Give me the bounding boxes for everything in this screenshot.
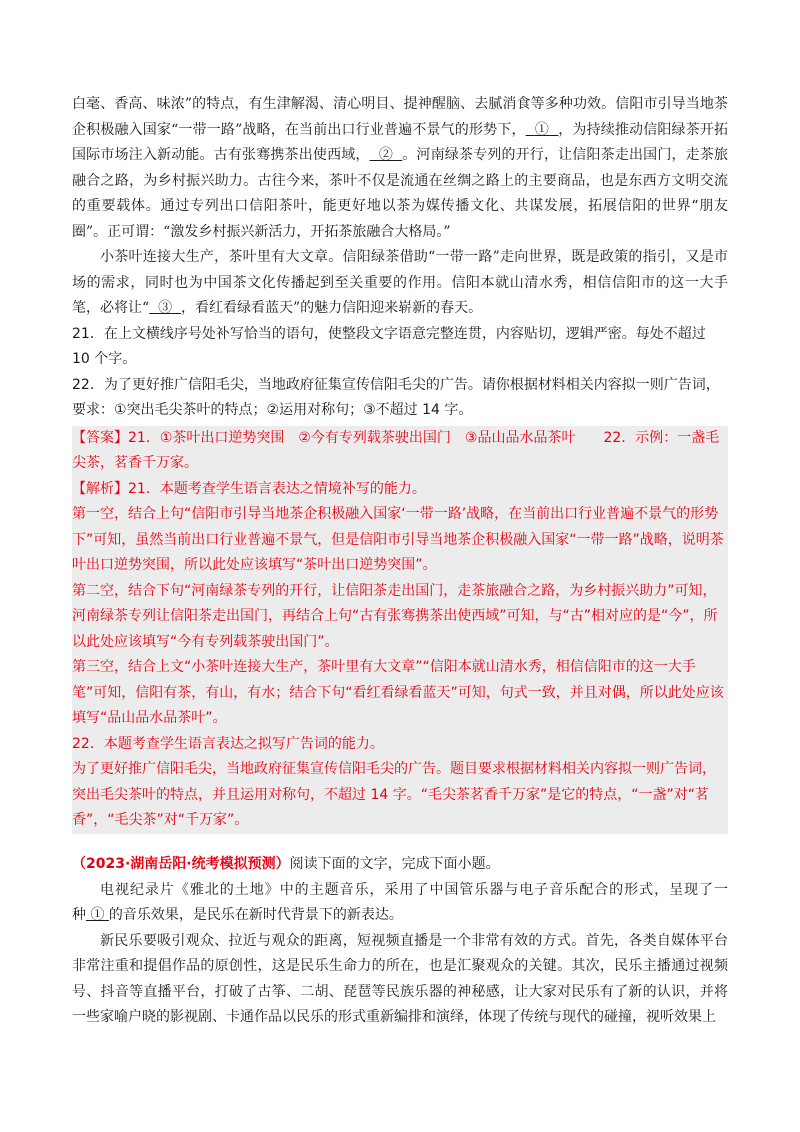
passage-paragraph-2	[72, 245, 728, 322]
section-header	[72, 852, 728, 878]
blank-1: ①	[534, 121, 550, 138]
analysis-blank-3: 第三空，结合上文“小茶叶连接大生产，茶叶里有大文章”“信阳本就山清水秀，相信信阳市的这一大手笔”可知，信阳有茶，有山，有水；结合下句“看红看绿看蓝天”可知，句式一致，并且对偶，所以此处应该填写“品山品水品茶叶”。	[72, 659, 724, 726]
answer-line: 【答案】21．①茶叶出口逆势突围 ②今有专列载茶驶出国门 ③品山品水品茶叶 22．示例：一盏毛尖茶，茗香千万家。	[72, 429, 720, 471]
text-run: 。河南绿茶专列的开行，让信阳茶走出国门，走茶旅融合之路，为乡村振兴助力。古往今来，茶叶不仅是流通在丝绸之路上的主要商品，也是东西方文明交流的重要载体。通过专列出口信阳茶叶，能更好地以茶为媒传播文化、共谋发展，拓展信阳的世界“朋友圈”。正可谓：“激发乡村振兴新活力，开拓茶旅融合大格局。”	[72, 147, 729, 240]
analysis-heading: 【解析】21．本题考查学生语言表达之情境补写的能力。	[72, 480, 426, 497]
text-run: 小茶叶连接大生产，茶叶里有大文章。信阳绿茶借助“一带一路”走向世界，既是政策的指引，又是市场的需求，同时也为中国茶文化传播起到至关重要的作用。信阳本就山清水秀，相信信阳市的这一大手笔，必将让“	[72, 249, 728, 316]
text-run: ，看红看绿看蓝天”的魅力信阳迎来崭新的春天。	[180, 300, 483, 316]
section2-paragraph-2: 新民乐要吸引观众、拉近与观众的距离，短视频直播是一个非常有效的方式。首先，各类自媒体平台非常注重和提倡作品的原创性，这是民乐生命力的所在，也是汇聚观众的关键。其次，民乐主播通过视频号、抖音等直播平台，打破了古筝、二胡、琵琶等民族乐器的神秘感，让大家对民乐有了新的认识，并将一些家喻户晓的影视剧、卡通作品以民乐的形式重新编排和演绎，体现了传统与现代的碰撞，视听效果上	[72, 932, 728, 1025]
analysis-blank-2: 第二空，结合下句“河南绿茶专列的开行，让信阳茶走出国门，走茶旅融合之路，为乡村振兴助力”可知，河南绿茶专列让信阳茶走出国门，再结合上句“古有张骞携茶出使西域”可知，与“古”相对应的是“今”，所以此处应该填写“今有专列载茶驶出国门”。	[72, 582, 718, 650]
analysis-blank-1: 第一空，结合上句“信阳市引导当地茶企积极融入国家‘一带一路’战略，在当前出口行业普遍不景气的形势下”可知，虽然当前出口行业普遍不景气，但是信阳市引导当地茶企积极融入国家“一带一路”战略，说明茶叶出口逆势突围，所以此处应该填写“茶叶出口逆势突围”。	[72, 506, 724, 573]
text-run: 白毫、香高、味浓”的特点，有生津解渴、清心明目、提神醒脑、去腻消食等多种功效。信阳市引导当地茶企积极融入国家“一带一路”战略，在当前出口行业普遍不景气的形势下，	[72, 96, 728, 138]
blank-2: ②	[378, 147, 394, 163]
blank-3: ③	[158, 300, 173, 316]
question-21: 21．在上文横线序号处补写恰当的语句，使整段文字语意完整连贯，内容贴切，逻辑严密。每处不超过 10 个字。	[72, 325, 706, 367]
text-run: 电视纪录片《雅北的土地》中的主题音乐，采用了中国管乐器与电子音乐配合的形式，呈现了一种	[72, 881, 728, 923]
exam-source: （2023·湖南岳阳·统考模拟预测）	[72, 856, 290, 872]
answer-block	[72, 426, 728, 834]
analysis-q22-body: 为了更好推广信阳毛尖，当地政府征集宣传信阳毛尖的广告。题目要求根据材料相关内容拟一则广告词，突出毛尖茶叶的特点，并且运用对称句，不超过 14 字。“毛尖茶茗香千万家”是它的特点，“一盏”对“茗香”，“毛尖茶”对“千万家”。	[72, 761, 716, 828]
section-instruction: 阅读下面的文字，完成下面小题。	[289, 856, 500, 872]
reading-section-2	[72, 852, 728, 1031]
blank-s2-1: ①	[90, 907, 105, 923]
section2-paragraph-1	[72, 878, 728, 929]
analysis-q22-heading: 22．本题考查学生语言表达之拟写广告词的能力。	[72, 735, 384, 752]
text-run: ，为持续推动信阳绿茶开拓国际市场注入新动能。古有张骞携茶出使西域，	[72, 121, 729, 163]
passage-paragraph-1	[72, 92, 728, 245]
question-22: 22．为了更好推广信阳毛尖，当地政府征集宣传信阳毛尖的广告。请你根据材料相关内容拟一则广告词，要求：①突出毛尖茶叶的特点；②运用对称句；③不超过 14 字。	[72, 376, 720, 418]
passage-section	[72, 92, 728, 834]
text-run: 的音乐效果，是民乐在新时代背景下的新表达。	[108, 907, 403, 923]
